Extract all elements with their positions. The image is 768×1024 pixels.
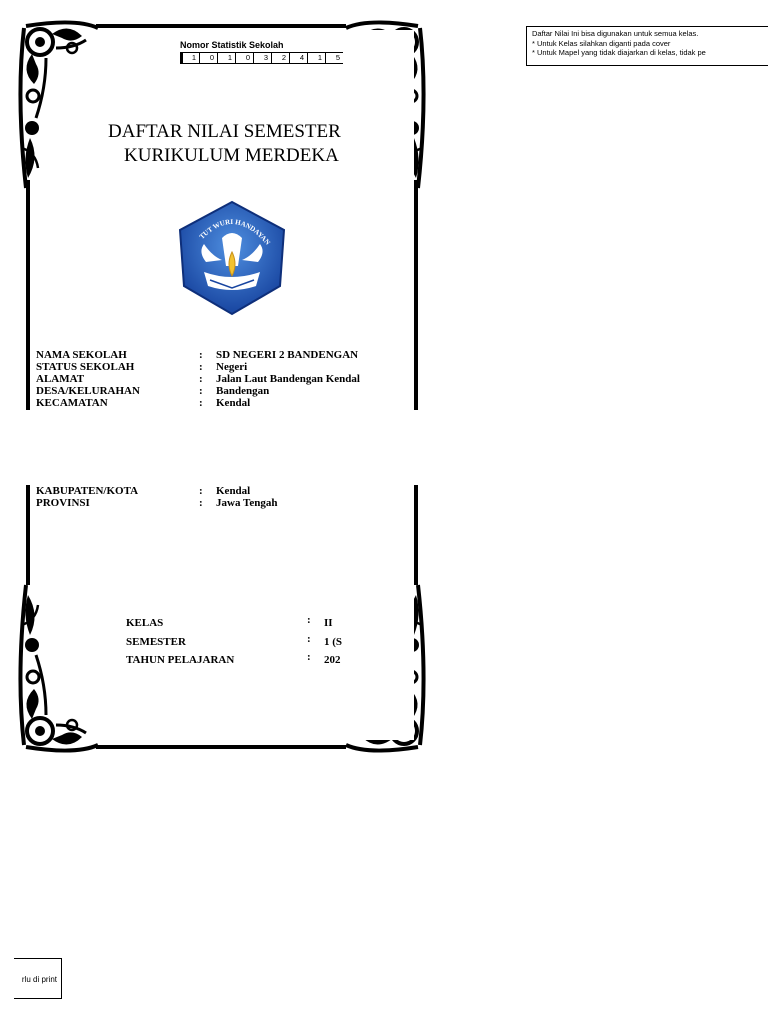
title-line-2: KURIKULUM MERDEKA <box>124 145 339 166</box>
class-label: TAHUN PELAJARAN <box>126 654 235 666</box>
note-line-3: * Untuk Mapel yang tidak diajarkan di kelas, tidak pe <box>532 48 706 57</box>
clip-mask-bottom <box>342 580 414 740</box>
info-colon: : <box>199 485 203 497</box>
info-value: Jalan Laut Bandengan Kendal <box>216 373 360 385</box>
info-value: Negeri <box>216 361 248 373</box>
nss-digit: 1 <box>217 53 235 63</box>
clip-mask-top <box>342 30 414 190</box>
print-note-box <box>14 958 62 999</box>
info-colon: : <box>199 373 203 385</box>
nss-digit: 2 <box>271 53 289 63</box>
info-label: STATUS SEKOLAH <box>36 361 135 373</box>
notes-box <box>526 26 768 66</box>
frame-left-line-lower <box>26 485 30 585</box>
note-line-1: Daftar Nilai Ini bisa digunakan untuk semua kelas. <box>532 29 699 38</box>
nss-digit: 0 <box>235 53 253 63</box>
class-value: II <box>324 617 333 629</box>
info-label: ALAMAT <box>36 373 85 385</box>
info-colon: : <box>199 349 203 361</box>
class-value: 1 (S <box>324 636 343 648</box>
class-colon: : <box>307 633 311 645</box>
nss-digit: 0 <box>199 53 217 63</box>
info-colon: : <box>199 397 203 409</box>
frame-left-line-upper <box>26 180 30 410</box>
ornament-top-left <box>16 18 102 193</box>
info-colon: : <box>199 497 203 509</box>
info-label: DESA/KELURAHAN <box>36 385 140 397</box>
nss-digit: 1 <box>181 53 199 63</box>
info-label: KABUPATEN/KOTA <box>36 485 139 497</box>
info-colon: : <box>199 361 203 373</box>
nss-digit: 5 <box>325 53 343 63</box>
info-label: PROVINSI <box>36 497 90 509</box>
logo-motto: TUT WURI HANDAYAN <box>197 217 272 247</box>
note-line-2: * Untuk Kelas silahkan diganti pada cover <box>532 38 671 48</box>
print-note-text: rlu di print <box>21 975 57 984</box>
nss-label: Nomor Statistik Sekolah <box>180 40 284 50</box>
info-colon: : <box>199 385 203 397</box>
ornament-bottom-left <box>16 580 102 755</box>
info-value: Kendal <box>216 485 251 497</box>
info-value: SD NEGERI 2 BANDENGAN <box>216 349 359 361</box>
class-colon: : <box>307 614 311 626</box>
frame-right-line-lower <box>414 485 418 585</box>
frame-top-line <box>96 24 346 28</box>
frame-bottom-line <box>96 745 346 749</box>
class-label: SEMESTER <box>126 636 186 648</box>
info-value: Bandengan <box>216 385 270 397</box>
title-block <box>100 120 342 168</box>
class-label: KELAS <box>126 617 164 629</box>
info-value: Jawa Tengah <box>216 497 278 509</box>
title-line-1: DAFTAR NILAI SEMESTER <box>108 121 341 142</box>
nss-digit-box <box>180 52 343 64</box>
info-value: Kendal <box>216 397 251 409</box>
info-label: KECAMATAN <box>36 397 108 409</box>
clip-mask-middle-gap <box>0 410 440 485</box>
class-value: 202 <box>324 654 341 666</box>
tut-wuri-handayani-logo <box>176 200 288 316</box>
frame-right-line-upper <box>414 180 418 410</box>
nss-digit: 1 <box>307 53 325 63</box>
class-colon: : <box>307 651 311 663</box>
info-label: NAMA SEKOLAH <box>36 349 127 361</box>
nss-digit: 3 <box>253 53 271 63</box>
nss-digit: 4 <box>289 53 307 63</box>
